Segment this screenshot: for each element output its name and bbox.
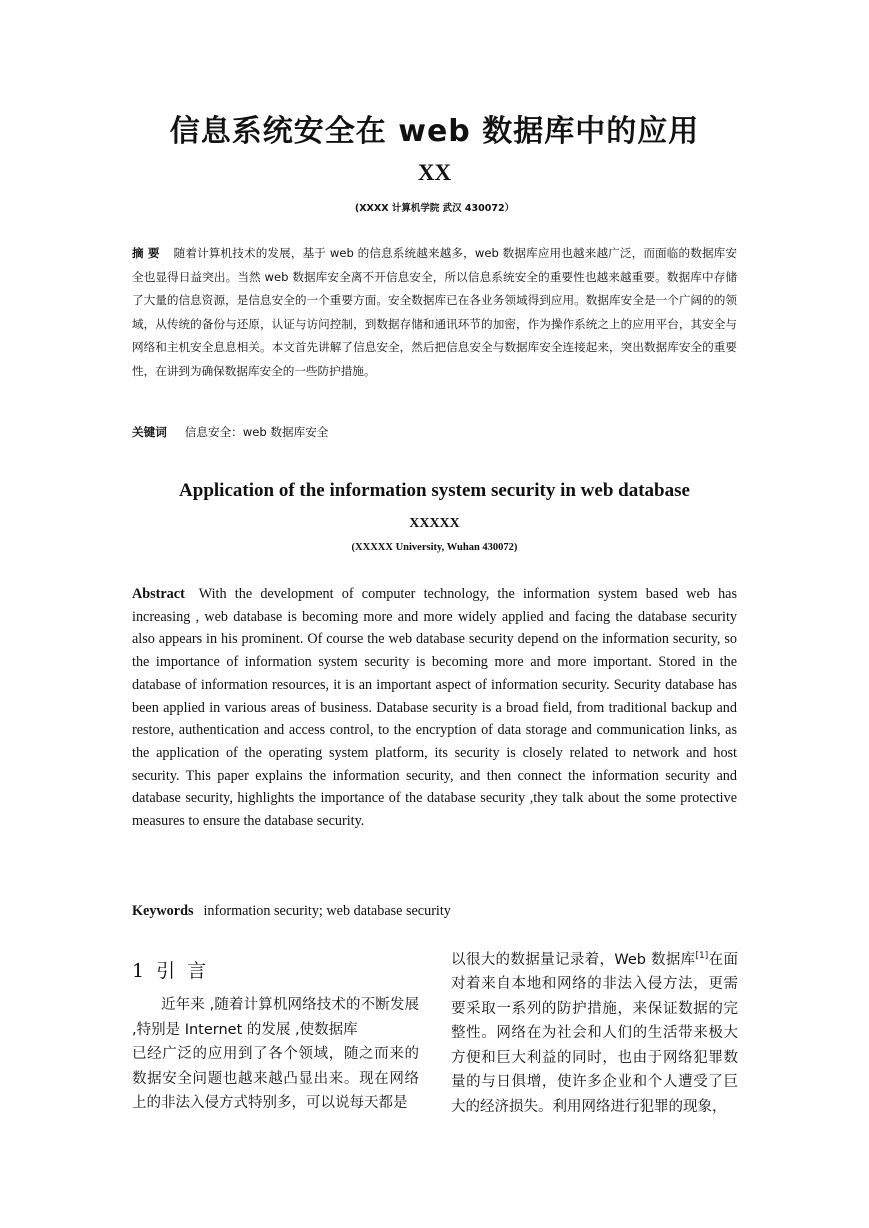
english-affiliation: (XXXXX University, Wuhan 430072) bbox=[351, 542, 518, 553]
body-paragraph bbox=[451, 944, 738, 1119]
section-heading: 1 引 言 bbox=[132, 960, 210, 982]
english-title: Application of the information system security in web database bbox=[179, 480, 690, 501]
body-text-segment: 在面对着来自本地和网络的非法入侵方法，更需要采取一系列的防护措施，来保证数据的完整性。网络在为社会和人们的生活带来极大方便和巨大利益的同时，也由于网络犯罪数量的与日俱增，使许多企业和个人遭受了巨大的经济损失。利用网络进行犯罪的现象， bbox=[451, 951, 738, 1115]
english-abstract-label: Abstract bbox=[132, 586, 185, 602]
english-keywords-text: information security; web database security bbox=[203, 903, 451, 919]
chinese-title: 信息系统安全在 web 数据库中的应用 bbox=[169, 114, 700, 149]
body-paragraph: 已经广泛的应用到了各个领域，随之而来的数据安全问题也越来越凸显出来。现在网络上的非法入侵方式特别多，可以说每天都是 bbox=[132, 1046, 419, 1111]
body-column-left bbox=[132, 944, 419, 1116]
chinese-abstract-label: 摘 要 bbox=[132, 246, 160, 260]
english-keywords bbox=[132, 903, 451, 920]
chinese-abstract-text: 随着计算机技术的发展，基于 web 的信息系统越来越多，web 数据库应用也越来越广泛，而面临的数据库安全也显得日益突出。当然 web 数据库安全离不开信息安全，所以信息系统安全的重要性也越来越重要。数据库中存储了大量的信息资源，是信息安全的一个重要方面。安全数据库已在各业务领域得到应用。数据库安全是一个广阔的的领域，从传统的备份与还原，认证与访问控制，到数据存储和通讯环节的加密，作为操作系统之上的应用平台，其安全与网络和主机安全息息相关。本文首先讲解了信息安全，然后把信息安全与数据库安全连接起来，突出数据库安全的重要性，在讲到为确保数据库安全的一些防护措施。 bbox=[132, 246, 737, 378]
body-paragraph: 近年来 ,随着计算机网络技术的不断发展 ,特别是 Internet 的发展 ,使数据库 bbox=[132, 997, 419, 1038]
citation-ref: [1] bbox=[695, 951, 709, 961]
chinese-keywords bbox=[132, 424, 328, 440]
english-abstract-text: With the development of computer technology, the information system based web has increasing , web database is becoming more and more widely applied and facing the database security also appears in his prominent. Of course the web database security depend on the information security, so the importance of information system security is becoming more and more important. Stored in the database of information resources, it is an important aspect of information security. Security database has been applied in various areas of business. Database security is a broad field, from traditional backup and restore, authentication and access control, to the encryption of data storage and communication links, as the application of the operating system platform, its security is closely related to network and host security. This paper explains the information security, and then connect the information security and database security, highlights the importance of the database security ,they talk about the some protective measures to ensure the database security. bbox=[132, 586, 737, 830]
english-author: XXXXX bbox=[409, 516, 460, 531]
chinese-affiliation: (XXXX 计算机学院 武汉 430072） bbox=[354, 203, 515, 214]
chinese-keywords-label: 关键词 bbox=[132, 425, 167, 439]
body-column-right bbox=[451, 944, 738, 1119]
chinese-keywords-text: 信息安全：web 数据库安全 bbox=[184, 425, 329, 439]
body-text-segment: 以很大的数据量记录着，Web 数据库 bbox=[451, 951, 696, 968]
chinese-abstract bbox=[132, 242, 737, 383]
chinese-author: XX bbox=[417, 160, 452, 185]
english-abstract bbox=[132, 583, 737, 833]
english-keywords-label: Keywords bbox=[132, 903, 194, 919]
